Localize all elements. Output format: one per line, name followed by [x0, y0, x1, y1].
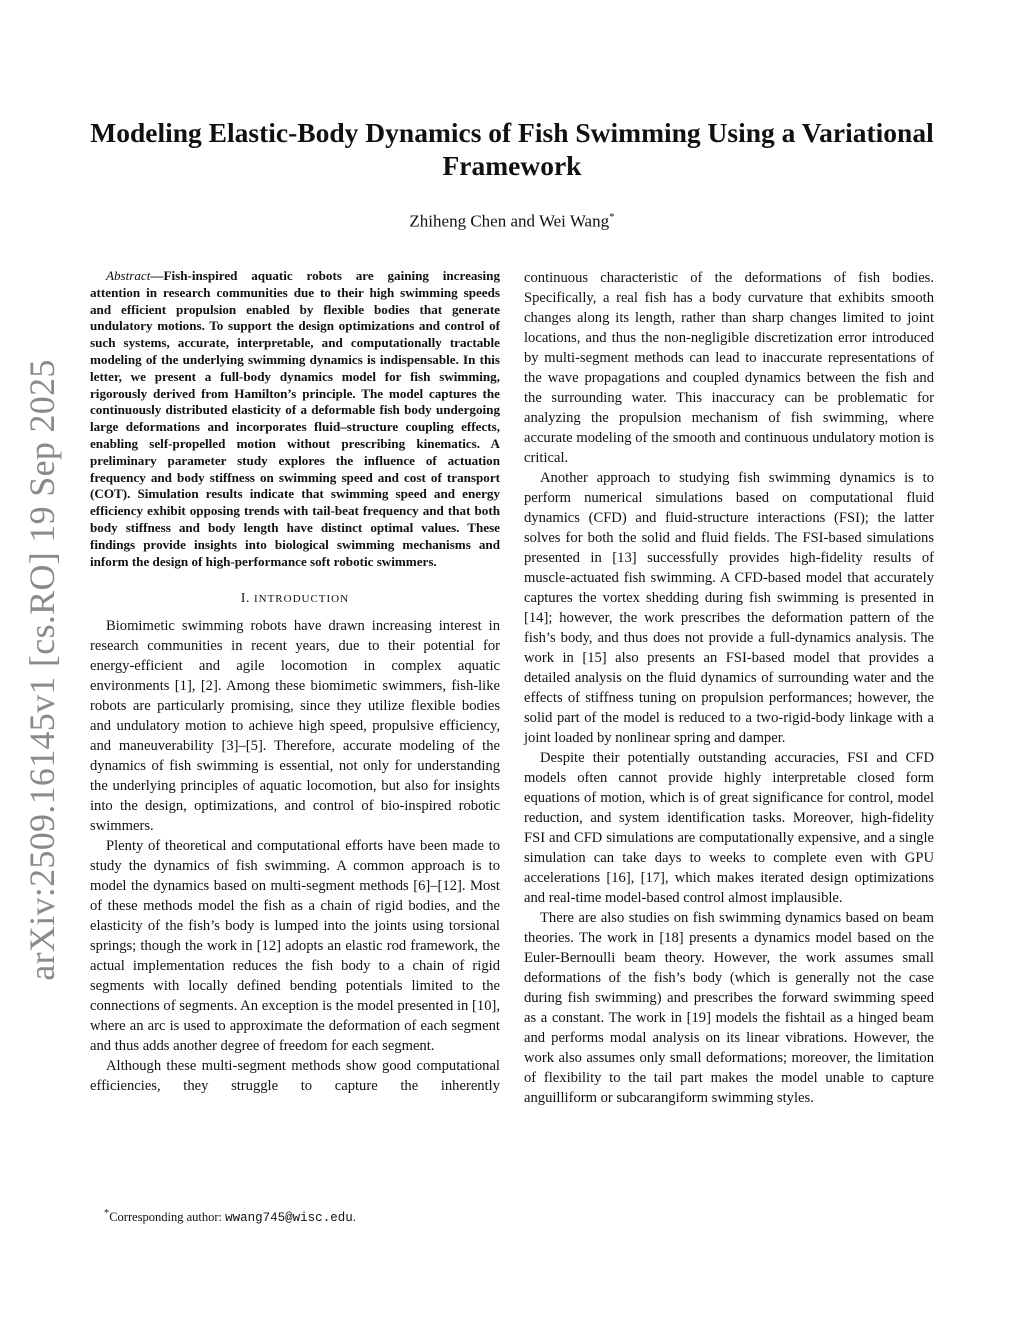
paper-title: Modeling Elastic-Body Dynamics of Fish Swimming Using a Variational Framework	[90, 117, 934, 181]
section-heading-introduction	[90, 590, 500, 606]
abstract	[90, 268, 500, 570]
abstract-text: Fish-inspired aquatic robots are gaining increasing attention in research communities due to their high swimming speeds and efficient propulsion enabled by flexible bodies that generate undulatory motions. To support the design optimizations and control of such systems, accurate, interpretable, and computationally tractable modeling of the underlying swimming dynamics is indispensable. In this letter, we present a full-body dynamics model for fish swimming, rigorously derived from Hamilton’s principle. The model captures the continuously distributed elasticity of a deformable fish body undergoing large deformations and incorporates fluid–structure coupling effects, enabling self-propelled motion without prescribing kinematics. A preliminary parameter study explores the influence of actuation frequency and body stiffness on swimming speed and cost of transport (COT). Simulation results indicate that swimming speed and energy efficiency exhibit opposing trends with tail-beat frequency and that both body stiffness and body length have distinct optimal values. These findings provide insights into biological swimming mechanisms and inform the design of high-performance soft robotic swimmers.	[90, 268, 500, 569]
intro-paragraph: Although these multi-segment methods show good computational efficiencies, they struggle to capture the inherently	[90, 1058, 500, 1095]
author-names: Zhiheng Chen and Wei Wang	[409, 211, 610, 231]
arxiv-identifier: arXiv:2509.16145v1 [cs.RO] 19 Sep 2025	[22, 359, 62, 981]
left-column	[90, 268, 500, 1096]
body-paragraph: There are also studies on fish swimming dynamics based on beam theories. The work in [18] presents a dynamics model based on the Euler-Bernoulli beam theory. However, the work assumes small deformations of the fish’s body (which is generally not the case during fish swimming) and prescribes the forward swimming speed as a constant. The work in [19] models the fishtail as a hinged beam and performs modal analysis on its linear vibrations. However, the work also assumes only small deformations; moreover, the limitation of flexibility to the tail part makes the model unable to capture anguilliform or subcarangiform swimming styles.	[524, 910, 934, 1106]
footnote-label: Corresponding author:	[109, 1210, 223, 1225]
body-paragraph: continuous characteristic of the deformations of fish bodies. Specifically, a real fish has a body curvature that exhibits smooth changes along its length, rather than sharp changes limited to joint locations, and thus the non-negligible discretization error introduced by multi-segment methods can lead to inaccurate representations of the wave propagations and coupled dynamics between the fish and the surrounding water. This inaccuracy can be problematic for analyzing the propulsion mechanism of fish swimming, where accurate modeling of the smooth and continuous undulatory motion is critical.	[524, 270, 934, 466]
abstract-label: Abstract	[106, 268, 151, 283]
intro-paragraph: Biomimetic swimming robots have drawn increasing interest in research communities in recent years, due to their potential for energy-efficient and agile locomotion in complex aquatic environments [1], [2]. Among these biomimetic swimmers, fish-like robots are particularly promising, since they utilize flexible bodies and undulatory motion to achieve high speed, propulsive efficiency, and maneuverability [3]–[5]. Therefore, accurate modeling of the dynamics of fish swimming is essential, not only for understanding the underlying principles of aquatic locomotion, but also for insights into the design, optimizations, and control of bio-inspired robotic swimmers.	[90, 618, 500, 835]
corresponding-email: wwang745@wisc.edu	[225, 1211, 353, 1226]
section-number: I.	[240, 590, 250, 606]
footnote-mark: *	[104, 1208, 110, 1219]
right-column	[524, 268, 934, 1108]
abstract-dash: —	[150, 268, 164, 283]
section-title: INTRODUCTION	[253, 593, 350, 606]
intro-paragraph: Plenty of theoretical and computational efforts have been made to study the dynamics of fish swimming. A common approach is to model the dynamics based on multi-segment methods [6]–[12]. Most of these methods model the fish as a chain of rigid bodies, and the elasticity of the fish’s body is lumped into the joints using torsional springs; though the work in [12] adopts an elastic rod framework, the actual implementation reduces the fish body to a chain of rigid segments with locally defined bending potentials limited to the connections of segments. An exception is the model presented in [10], where an arc is used to approximate the deformation of each segment and thus adds another degree of freedom for each segment.	[90, 838, 500, 1055]
author-list	[0, 211, 1024, 232]
footnote	[90, 1208, 500, 1225]
corresponding-author-mark: *	[609, 211, 615, 223]
body-paragraph: Despite their potentially outstanding accuracies, FSI and CFD models often cannot provide highly interpretable closed form equations of motion, which is of great significance for control, model reduction, and system identification tasks. Moreover, high-fidelity FSI and CFD simulations are computationally expensive, and a single simulation can take days to weeks to complete even with GPU accelerations [16], [17], which makes iterated design optimizations and real-time model-based control almost implausible.	[524, 750, 934, 906]
footnote-end: .	[352, 1210, 356, 1225]
body-paragraph: Another approach to studying fish swimming dynamics is to perform numerical simulations based on computational fluid dynamics (CFD) and fluid-structure interactions (FSI); the latter solves for both the solid and fluid fields. The FSI-based simulations presented in [13] successfully provides high-fidelity results of muscle-actuated fish swimming. A CFD-based model that accurately captures the vortex shedding during fish swimming is presented in [14]; however, the work prescribes the deformation pattern of the fish’s body, and thus does not provide a full-dynamics analysis. The work in [15] also presents an FSI-based model that provides a detailed analysis on the fluid dynamics of surrounding water and the effects of stiffness tuning on propulsion performances; however, the solid part of the model is reduced to a two-rigid-body linkage with a joint loaded by nonlinear spring and damper.	[524, 470, 934, 746]
